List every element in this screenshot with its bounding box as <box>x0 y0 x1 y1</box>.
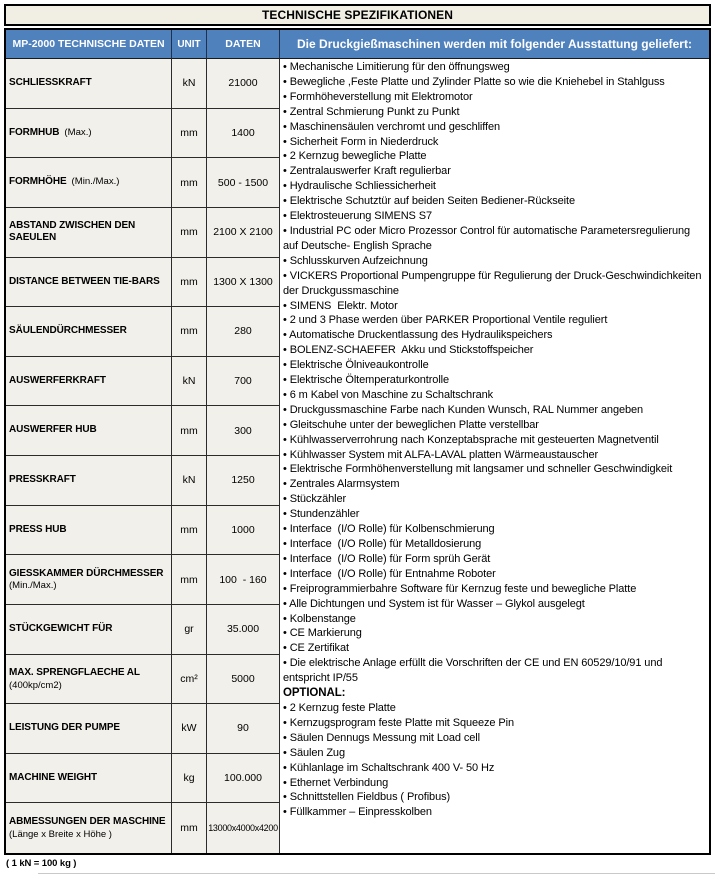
optional-equipment-item: • Ethernet Verbindung <box>283 776 389 789</box>
equipment-item: • Elektrosteuerung SIMENS S7 <box>283 210 433 223</box>
spec-row-value: 100.000 <box>207 754 280 804</box>
equipment-item: • VICKERS Proportional Pumpengruppe für Regulierung der Druck-Geschwindichkeiten der Druckgussmaschine <box>283 269 705 297</box>
spec-row-value: 1400 <box>207 109 280 159</box>
spec-row-value: 500 - 1500 <box>207 158 280 208</box>
spec-row-unit: cm² <box>172 655 207 705</box>
equipment-item: • SIMENS Elektr. Motor <box>283 299 398 312</box>
equipment-item: • Stundenzähler <box>283 508 360 521</box>
spec-label-subtext: (Min./Max.) <box>71 176 120 188</box>
spec-row-label <box>6 406 172 456</box>
spec-row-unit: kN <box>172 456 207 506</box>
equipment-item: • Hydraulische Schliessicherheit <box>283 180 436 193</box>
spec-row-value: 700 <box>207 357 280 407</box>
spec-label-text: AUSWERFERKRAFT <box>9 374 106 386</box>
spec-row-value: 1250 <box>207 456 280 506</box>
optional-equipment-item: • Kühlanlage im Schaltschrank 400 V- 50 Hz <box>283 761 495 774</box>
equipment-item: • 2 und 3 Phase werden über PARKER Proportional Ventile reguliert <box>283 314 608 327</box>
spec-label-text: ABSTAND ZWISCHEN DEN SAEULEN <box>9 219 136 244</box>
equipment-item: • Formhöheverstellung mit Elektromotor <box>283 90 473 103</box>
equipment-item: • Interface (I/O Rolle) für Metalldosierung <box>283 538 482 550</box>
column-header-daten: DATEN <box>207 30 280 59</box>
equipment-item: • Mechanische Limitierung für den öffnungsweg <box>283 61 510 73</box>
spec-label-text: SÄULENDÜRCHMESSER <box>9 325 127 337</box>
equipment-item: • Interface (I/O Rolle) für Kolbenschmierung <box>283 523 495 536</box>
equipment-item: • Zentral Schmierung Punkt zu Punkt <box>283 105 460 118</box>
spec-row-label <box>6 506 172 556</box>
spec-row-label <box>6 158 172 208</box>
spec-label-text: GIESSKAMMER DÜRCHMESSER <box>9 567 164 579</box>
optional-equipment-item: • Schnittstellen Fieldbus ( Profibus) <box>283 791 451 804</box>
spec-row-label <box>6 655 172 705</box>
equipment-item: • Kolbenstange <box>283 612 356 625</box>
spec-row-unit: mm <box>172 258 207 308</box>
equipment-item: • Schlusskurven Aufzeichnung <box>283 254 428 267</box>
spec-label-text: DISTANCE BETWEEN TIE-BARS <box>9 275 160 287</box>
page-title: TECHNISCHE SPEZIFIKATIONEN <box>4 4 711 26</box>
equipment-item: • Industrial PC oder Micro Prozessor Control für automatische Parametersregulierung auf Deutsche- English Sprache <box>283 224 693 252</box>
equipment-item: • Zentralauswerfer Kraft regulierbar <box>283 165 451 178</box>
equipment-item: • Sicherheit Form in Niederdruck <box>283 135 439 148</box>
spec-row-unit: kN <box>172 59 207 109</box>
equipment-item: • Freiprogrammierbahre Software für Kernzug feste und bewegliche Platte <box>283 582 637 595</box>
spec-row-value: 300 <box>207 406 280 456</box>
equipment-item: • Elektrische Öltemperaturkontrolle <box>283 374 450 387</box>
spec-row-value: 2100 X 2100 <box>207 208 280 258</box>
spec-row-unit: mm <box>172 208 207 258</box>
equipment-item: • Stückzähler <box>283 493 347 506</box>
spec-label-subtext: (Min./Max.) <box>9 580 57 592</box>
optional-equipment-item: • 2 Kernzug feste Platte <box>283 701 396 714</box>
equipment-header: Die Druckgießmaschinen werden mit folgender Ausstattung geliefert: <box>280 30 709 59</box>
spec-label-text: ABMESSUNGEN DER MASCHINE <box>9 816 166 828</box>
equipment-item: • CE Zertifikat <box>283 642 349 655</box>
equipment-list-cell <box>280 59 709 853</box>
spec-row-unit: mm <box>172 803 207 853</box>
spec-row-label <box>6 803 172 853</box>
spec-row-label <box>6 109 172 159</box>
spec-label-text: LEISTUNG DER PUMPE <box>9 722 120 734</box>
spec-row-value: 21000 <box>207 59 280 109</box>
optional-equipment-item: • Säulen Zug <box>283 746 345 759</box>
equipment-item: • Bewegliche ,Feste Platte und Zylinder Platte so wie die Kniehebel in Stahlguss <box>283 75 665 88</box>
spec-row-label <box>6 456 172 506</box>
spec-label-text: AUSWERFER HUB <box>9 424 97 436</box>
equipment-item: • Kühlwasserverrohrung nach Konzeptabsprache mit gesteuerten Magnetventil <box>283 433 659 446</box>
spec-row-value: 5000 <box>207 655 280 705</box>
spec-row-value: 13000x4000x4200 <box>207 803 280 853</box>
spec-row-label <box>6 704 172 754</box>
equipment-item: • Elektrische Ölniveaukontrolle <box>283 359 429 372</box>
spec-row-unit: kg <box>172 754 207 804</box>
spec-label-text: PRESS HUB <box>9 523 67 535</box>
spec-row-unit: kW <box>172 704 207 754</box>
optional-equipment-item: • Füllkammer – Einpresskolben <box>283 806 432 819</box>
spec-label-text: SCHLIESSKRAFT <box>9 77 92 89</box>
spec-row-unit: kN <box>172 357 207 407</box>
spec-row-unit: mm <box>172 406 207 456</box>
spec-row-unit: gr <box>172 605 207 655</box>
spec-row-value: 35.000 <box>207 605 280 655</box>
equipment-item: • Interface (I/O Rolle) für Form sprüh Gerät <box>283 552 491 565</box>
equipment-item: • BOLENZ-SCHAEFER Akku und Stickstoffspeicher <box>283 344 534 357</box>
spec-row-unit: mm <box>172 506 207 556</box>
optional-equipment-item: • Kernzugsprogram feste Platte mit Squeeze Pin <box>283 716 514 729</box>
spec-row-label <box>6 555 172 605</box>
column-header-technische-daten: MP-2000 TECHNISCHE DATEN <box>6 30 172 59</box>
spec-row-label <box>6 605 172 655</box>
equipment-item: • Automatische Druckentlassung des Hydraulikspeichers <box>283 329 553 342</box>
equipment-item: • Interface (I/O Rolle) für Entnahme Roboter <box>283 567 496 580</box>
spec-label-text: MACHINE WEIGHT <box>9 771 98 783</box>
spec-row-unit: mm <box>172 307 207 357</box>
equipment-item: • Elektrische Schutztür auf beiden Seiten Bediener-Rückseite <box>283 195 575 208</box>
spec-row-unit: mm <box>172 158 207 208</box>
optional-equipment-item: • Säulen Dennugs Messung mit Load cell <box>283 731 480 744</box>
optional-heading: OPTIONAL: <box>283 687 346 700</box>
column-header-unit: UNIT <box>172 30 207 59</box>
spec-row-label <box>6 208 172 258</box>
equipment-item: • 2 Kernzug bewegliche Platte <box>283 150 427 163</box>
equipment-item: • Zentrales Alarmsystem <box>283 478 400 491</box>
spec-table <box>4 28 711 855</box>
equipment-item: • Elektrische Formhöhenverstellung mit langsamer und schneller Geschwindigkeit <box>283 463 673 476</box>
spec-row-value: 100 - 160 <box>207 555 280 605</box>
spec-label-text: STÜCKGEWICHT FÜR <box>9 622 113 634</box>
equipment-item: • CE Markierung <box>283 627 362 640</box>
equipment-item: • 6 m Kabel von Maschine zu Schaltschrank <box>283 388 494 401</box>
equipment-item: • Gleitschuhe unter der beweglichen Platte verstellbar <box>283 418 539 431</box>
equipment-item: • Die elektrische Anlage erfüllt die Vorschriften der CE und EN 60529/10/91 und entspricht IP/55 <box>283 657 666 685</box>
spec-row-unit: mm <box>172 109 207 159</box>
spec-row-unit: mm <box>172 555 207 605</box>
spec-row-label <box>6 754 172 804</box>
spec-label-subtext: (Max.) <box>64 126 92 138</box>
spec-label-subtext: (Länge x Breite x Höhe ) <box>9 828 112 840</box>
equipment-item: • Alle Dichtungen und System ist für Wasser – Glykol ausgelegt <box>283 597 585 610</box>
spec-row-value: 280 <box>207 307 280 357</box>
spec-label-subtext: (400kp/cm2) <box>9 679 62 691</box>
spec-label-text: FORMHÖHE <box>9 176 67 188</box>
spec-row-label <box>6 357 172 407</box>
equipment-item: • Kühlwasser System mit ALFA-LAVAL platten Wärmeaustauscher <box>283 448 599 461</box>
equipment-item: • Druckgussmaschine Farbe nach Kunden Wunsch, RAL Nummer angeben <box>283 403 644 416</box>
spec-row-label <box>6 258 172 308</box>
bottom-divider <box>38 873 715 874</box>
spec-label-text: MAX. SPRENGFLAECHE AL <box>9 667 140 679</box>
equipment-item: • Maschinensäulen verchromt und geschliffen <box>283 120 501 133</box>
spec-row-value: 1300 X 1300 <box>207 258 280 308</box>
spec-row-label <box>6 59 172 109</box>
spec-label-text: FORMHUB <box>9 126 60 138</box>
spec-row-value: 1000 <box>207 506 280 556</box>
spec-label-text: PRESSKRAFT <box>9 474 76 486</box>
spec-row-label <box>6 307 172 357</box>
footnote-kn-conversion: ( 1 kN = 100 kg ) <box>6 858 77 869</box>
spec-row-value: 90 <box>207 704 280 754</box>
